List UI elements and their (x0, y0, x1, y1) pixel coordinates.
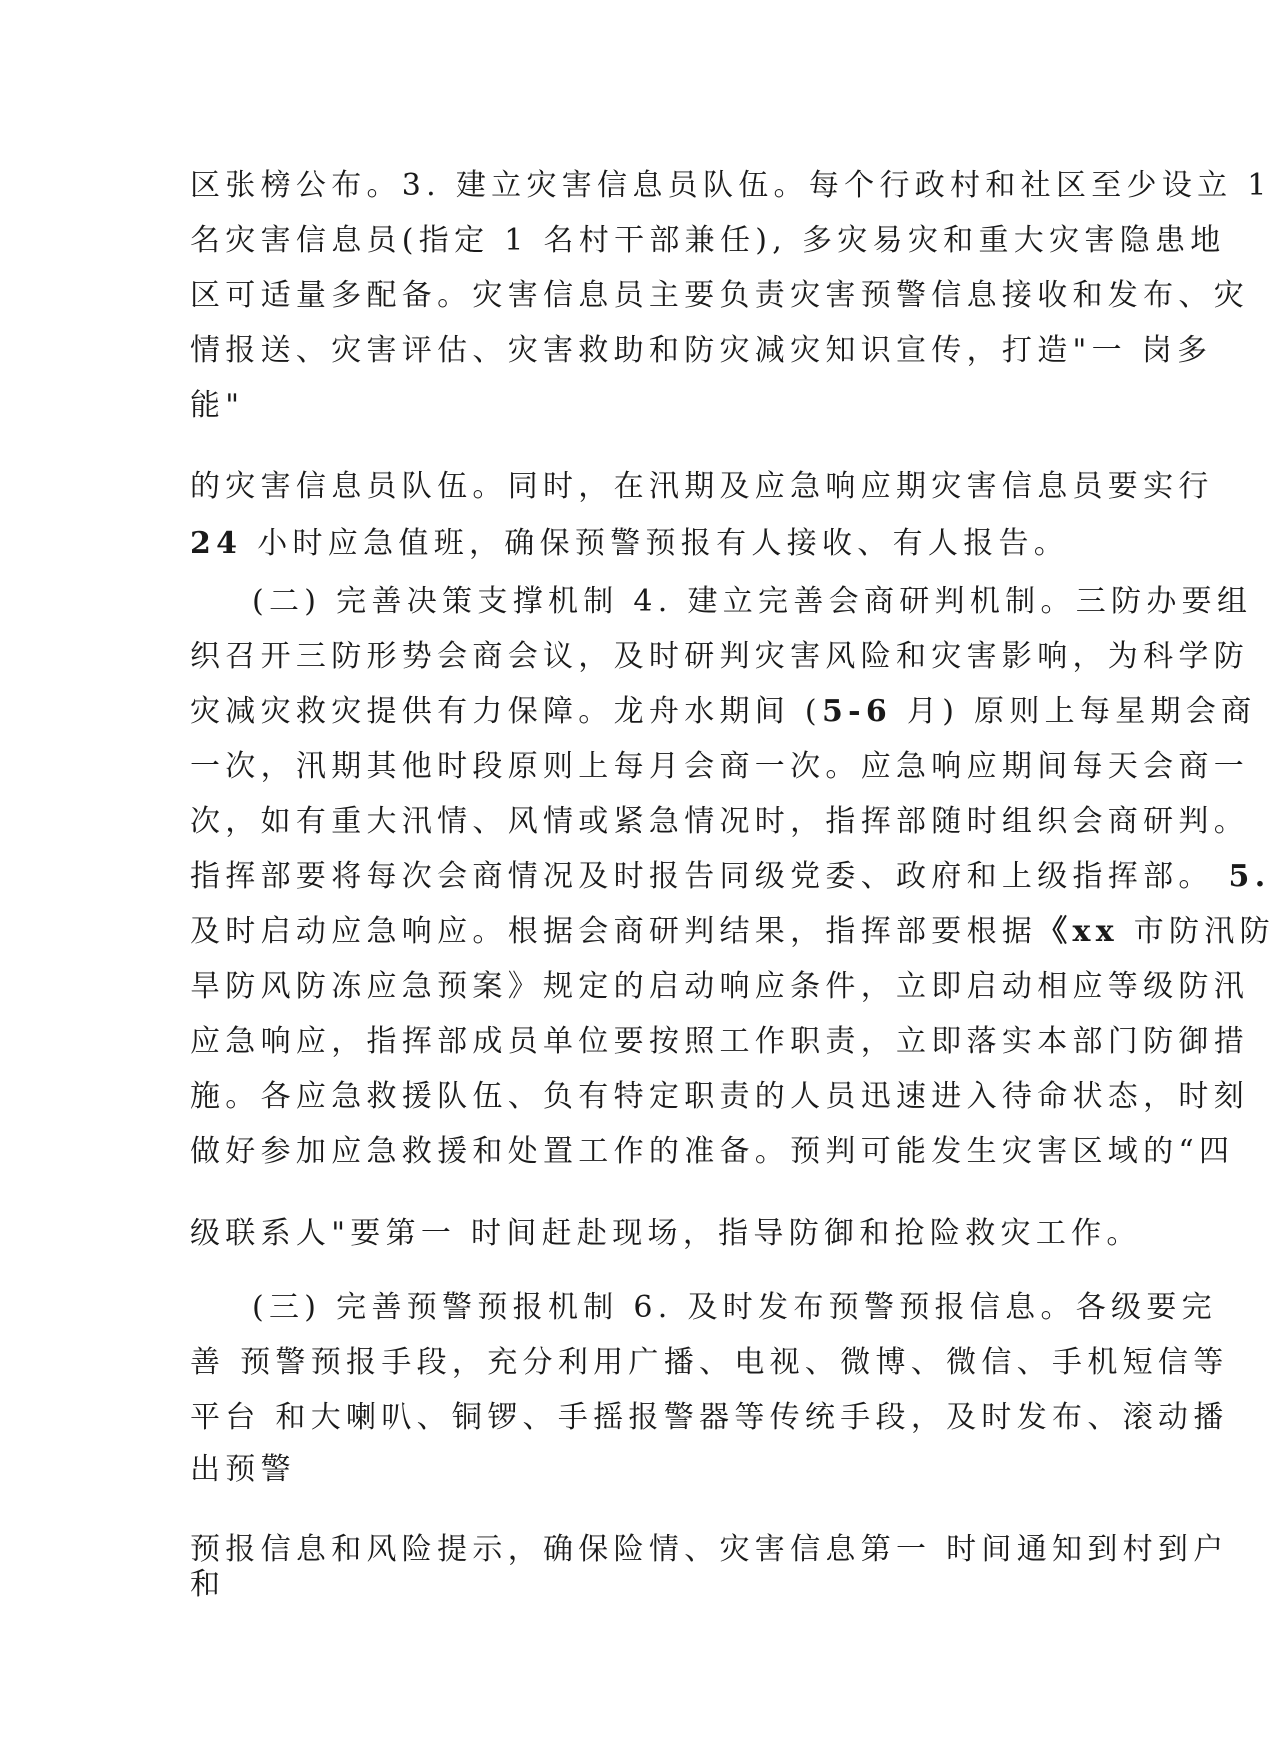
text-line: 和 (190, 1567, 226, 1602)
text-line: 级联系人"要第一 时间赶赴现场，指导防御和抢险救灾工作。 (190, 1216, 1142, 1251)
text-line: 灾减灾救灾提供有力保障。龙舟水期间 (5-6 月) 原则上每星期会商 (190, 694, 1257, 729)
text-line: 情报送、灾害评估、灾害救助和防灾减灾知识宣传，打造"一 岗多 (190, 333, 1213, 368)
text-line: 名灾害信息员(指定 1 名村干部兼任), 多灾易灾和重大灾害隐患地 (190, 223, 1226, 258)
text-line: 区可适量多配备。灾害信息员主要负责灾害预警信息接收和发布、灾 (190, 278, 1249, 313)
bold-number: 24 (190, 526, 243, 561)
text-line: 平台 和大喇叭、铜锣、手摇报警器等传统手段，及时发布、滚动播 (190, 1400, 1229, 1435)
text-line: 应急响应，指挥部成员单位要按照工作职责，立即落实本部门防御措 (190, 1024, 1249, 1059)
text-line: 出预警 (190, 1452, 296, 1487)
text-line: (三) 完善预警预报机制 6. 及时发布预警预报信息。各级要完 (252, 1290, 1217, 1325)
text-line: 的灾害信息员队伍。同时，在汛期及应急响应期灾害信息员要实行 (190, 469, 1214, 504)
text-line: 善 预警预报手段，充分利用广播、电视、微博、微信、手机短信等 (190, 1345, 1229, 1380)
text-line: (二) 完善决策支撑机制 4. 建立完善会商研判机制。三防办要组 (252, 584, 1253, 619)
text-line: 预报信息和风险提示，确保险情、灾害信息第一 时间通知到村到户 (190, 1532, 1229, 1567)
text-line: 一次，汛期其他时段原则上每月会商一次。应急响应期间每天会商一 (190, 749, 1249, 784)
text-line: 做好参加应急救援和处置工作的准备。预判可能发生灾害区域的“四 (190, 1134, 1235, 1169)
bold-text: 《xx (1037, 914, 1119, 949)
text-line: 施。各应急救援队伍、负有特定职责的人员迅速进入待命状态，时刻 (190, 1079, 1249, 1114)
text-line: 旱防风防冻应急预案》规定的启动响应条件，立即启动相应等级防汛 (190, 969, 1249, 1004)
text-line: 次，如有重大汛情、风情或紧急情况时，指挥部随时组织会商研判。 (190, 804, 1249, 839)
text-line: 区张榜公布。3. 建立灾害信息员队伍。每个行政村和社区至少设立 1 (190, 168, 1272, 203)
text-line: 及时启动应急响应。根据会商研判结果，指挥部要根据《xx 市防汛防 (190, 914, 1275, 949)
bold-number: 5-6 (821, 694, 893, 729)
text-line: 24 小时应急值班，确保预警预报有人接收、有人报告。 (190, 526, 1070, 561)
bold-number: 5. (1228, 859, 1271, 894)
text-line: 织召开三防形势会商会议，及时研判灾害风险和灾害影响，为科学防 (190, 639, 1249, 674)
text-line: 能" (190, 388, 245, 423)
text-line: 指挥部要将每次会商情况及时报告同级党委、政府和上级指挥部。 5. (190, 859, 1271, 894)
